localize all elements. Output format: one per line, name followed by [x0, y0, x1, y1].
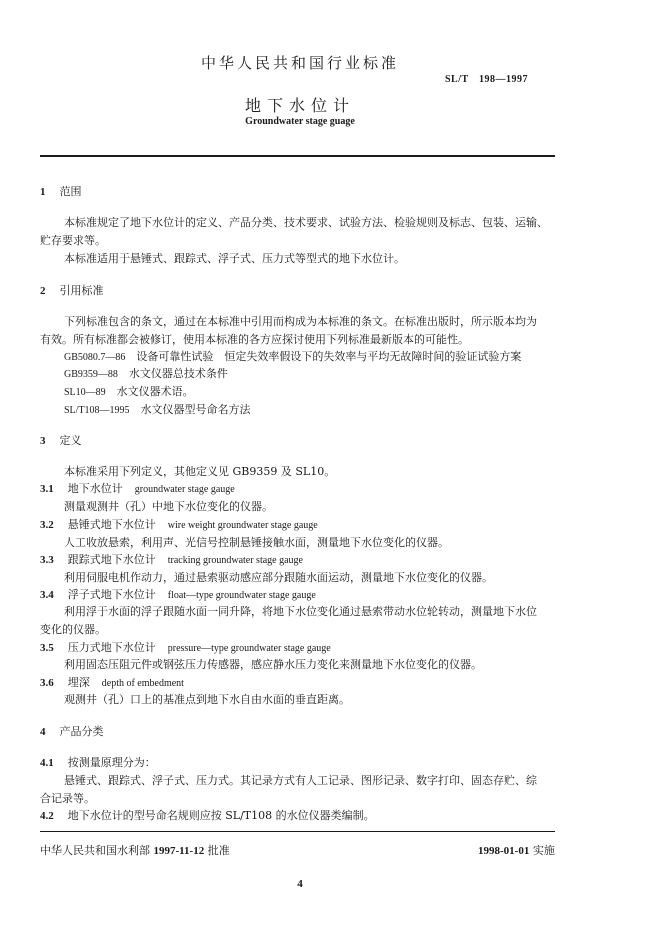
paragraph-line: 合记录等。	[40, 792, 95, 805]
clause-text: 地下水位计的型号命名规则应按 SL/T108 的水位仪器类编制。	[67, 809, 375, 822]
section-number: 3	[40, 435, 46, 447]
section-title: 范围	[59, 185, 82, 198]
paragraph-line: 本标准规定了地下水位计的定义、产品分类、技术要求、试验方法、检验规则及标志、包装、运输、	[64, 216, 548, 229]
paragraph-line: 贮存要求等。	[40, 234, 106, 247]
reference-item	[64, 350, 521, 365]
approval-date: 1997-11-12	[153, 845, 205, 857]
definition-text: 利用浮于水面的浮子跟随水面一同升降，将地下水位变化通过悬索带动水位轮转动，测量地下水位	[64, 605, 537, 618]
reference-name: 水文仪器型号命名方法	[140, 403, 251, 416]
clause-number: 4.2	[40, 810, 54, 822]
implementation-line	[478, 842, 555, 858]
definition-term	[40, 588, 316, 603]
definition-term	[40, 676, 184, 691]
paragraph-line: 下列标准包含的条文，通过在本标准中引用而构成为本标准的条文。在标准出版时，所示版本均为	[64, 315, 537, 328]
clause-number: 3.5	[40, 642, 54, 654]
standard-code: SL/T 198—1997	[445, 74, 528, 85]
term-english: depth of embedment	[101, 678, 184, 689]
clause-number: 4.1	[40, 757, 54, 769]
term-english: pressure—type groundwater stage gauge	[167, 643, 331, 654]
section-title: 产品分类	[59, 725, 104, 738]
section-title: 定义	[59, 434, 82, 447]
clause-4-2	[40, 809, 375, 823]
definition-term	[40, 518, 318, 533]
clause-number: 3.1	[40, 483, 54, 495]
definition-text: 测量观测井（孔）中地下水位变化的仪器。	[64, 500, 273, 513]
section-3-heading	[40, 434, 82, 448]
document-title-english: Groundwater stage guage	[245, 116, 355, 127]
term-english: float—type groundwater stage gauge	[167, 590, 316, 601]
definition-text-continued: 变化的仪器。	[40, 623, 106, 636]
section-number: 1	[40, 186, 46, 198]
approval-org: 中华人民共和国水利部	[40, 844, 150, 857]
section-1-heading	[40, 185, 82, 199]
term-english: groundwater stage gauge	[134, 484, 235, 495]
section-title: 引用标准	[59, 284, 104, 297]
paragraph-line: 有效。所有标准都会被修订，使用本标准的各方应探讨使用下列标准最新版本的可能性。	[40, 333, 469, 346]
definition-text: 利用伺服电机作动力，通过悬索驱动感应部分跟随水面运动，测量地下水位变化的仪器。	[64, 571, 493, 584]
paragraph-line: 悬锤式、跟踪式、浮子式、压力式。其记录方式有人工记录、图形记录、数字打印、固态存贮、综	[64, 774, 537, 787]
header-divider	[40, 155, 555, 157]
standard-category-heading: 中华人民共和国行业标准	[200, 54, 399, 72]
reference-code: SL10—89	[64, 387, 106, 398]
approval-word: 批准	[207, 844, 230, 857]
term-chinese: 悬锤式地下水位计	[67, 518, 156, 531]
reference-item	[64, 403, 251, 418]
reference-code: SL/T108—1995	[64, 405, 130, 416]
section-2-heading	[40, 284, 104, 298]
definition-text: 人工收放悬索，利用声、光信号控制悬锤接触水面，测量地下水位变化的仪器。	[64, 536, 449, 549]
definition-term	[40, 641, 331, 656]
reference-name: 水文仪器总技术条件	[128, 367, 228, 380]
reference-code: GB9359—88	[64, 369, 118, 380]
definition-term	[40, 482, 235, 497]
reference-name: 水文仪器术语。	[116, 385, 194, 398]
reference-item	[64, 367, 228, 382]
implementation-word: 实施	[532, 844, 555, 857]
reference-item	[64, 385, 194, 400]
document-title: 地下水位计	[244, 96, 355, 115]
clause-4-1	[40, 756, 156, 770]
implementation-date: 1998-01-01	[478, 845, 530, 857]
clause-title: 按测量原理分为：	[67, 756, 156, 769]
page-number: 4	[297, 878, 303, 890]
section-number: 4	[40, 726, 46, 738]
clause-number: 3.3	[40, 554, 54, 566]
section-4-heading	[40, 725, 104, 739]
term-chinese: 埋深	[67, 676, 90, 689]
reference-code: GB5080.7—86	[64, 352, 126, 363]
clause-number: 3.6	[40, 677, 54, 689]
approval-line	[40, 842, 230, 858]
term-chinese: 地下水位计	[67, 482, 123, 495]
definition-term	[40, 553, 303, 568]
definition-text: 利用固态压阻元件或钢弦压力传感器，感应静水压力变化来测量地下水位变化的仪器。	[64, 658, 482, 671]
reference-name: 设备可靠性试验 恒定失效率假设下的失效率与平均无故障时间的验证试验方案	[136, 350, 522, 363]
term-chinese: 跟踪式地下水位计	[67, 553, 156, 566]
clause-number: 3.4	[40, 589, 54, 601]
paragraph-line: 本标准适用于悬锤式、跟踪式、浮子式、压力式等型式的地下水位计。	[64, 252, 405, 265]
term-english: tracking groundwater stage gauge	[167, 555, 303, 566]
term-chinese: 压力式地下水位计	[67, 641, 156, 654]
term-english: wire weight groundwater stage gauge	[167, 520, 318, 531]
footer-divider	[40, 831, 555, 832]
paragraph-line: 本标准采用下列定义，其他定义见 GB9359 及 SL10。	[64, 465, 336, 478]
section-number: 2	[40, 285, 46, 297]
term-chinese: 浮子式地下水位计	[67, 588, 156, 601]
clause-number: 3.2	[40, 519, 54, 531]
definition-text: 观测井（孔）口上的基准点到地下水自由水面的垂直距离。	[64, 693, 350, 706]
